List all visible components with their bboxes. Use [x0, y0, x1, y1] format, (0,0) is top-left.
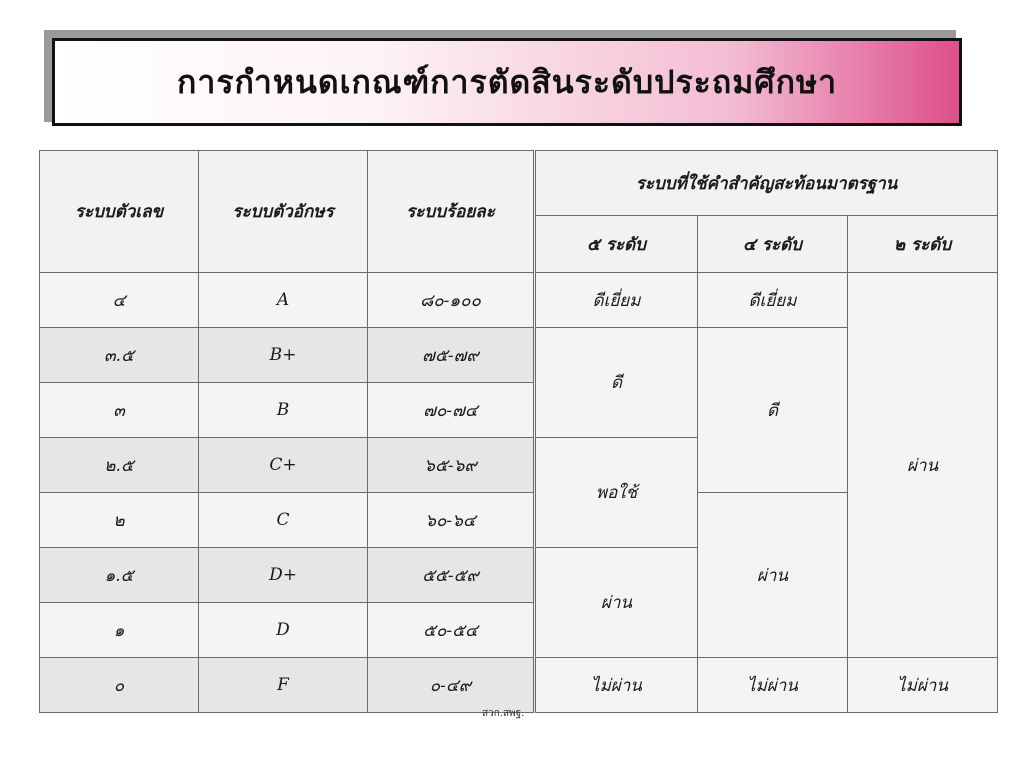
number-cell: ๔: [40, 273, 199, 328]
letter-cell: D: [199, 603, 368, 658]
table-row: [40, 273, 998, 328]
letter-cell: F: [199, 658, 368, 713]
header-four-levels: ๔ ระดับ: [698, 216, 848, 273]
four-level-cell: ดี: [698, 328, 848, 493]
number-cell: ๐: [40, 658, 199, 713]
percent-cell: ๗๐-๗๔: [368, 383, 535, 438]
five-level-cell: ไม่ผ่าน: [535, 658, 698, 713]
number-cell: ๑.๕: [40, 548, 199, 603]
header-percent-system: ระบบร้อยละ: [368, 151, 535, 273]
grading-criteria-table: [39, 150, 998, 713]
percent-cell: ๘๐-๑๐๐: [368, 273, 535, 328]
footer-source-note: สวก.สพฐ.: [482, 708, 525, 719]
letter-cell: B: [199, 383, 368, 438]
two-level-cell: ไม่ผ่าน: [848, 658, 998, 713]
letter-cell: A: [199, 273, 368, 328]
header-five-levels: ๕ ระดับ: [535, 216, 698, 273]
five-level-cell: ดีเยี่ยม: [535, 273, 698, 328]
number-cell: ๒.๕: [40, 438, 199, 493]
number-cell: ๒: [40, 493, 199, 548]
percent-cell: ๖๕-๖๙: [368, 438, 535, 493]
four-level-cell: ไม่ผ่าน: [698, 658, 848, 713]
number-cell: ๑: [40, 603, 199, 658]
header-letter-system: ระบบตัวอักษร: [199, 151, 368, 273]
four-level-cell: ดีเยี่ยม: [698, 273, 848, 328]
five-level-cell: ดี: [535, 328, 698, 438]
letter-cell: C: [199, 493, 368, 548]
header-descriptive-system: ระบบที่ใช้คำสำคัญสะท้อนมาตรฐาน: [535, 151, 998, 216]
number-cell: ๓.๕: [40, 328, 199, 383]
number-cell: ๓: [40, 383, 199, 438]
letter-cell: B+: [199, 328, 368, 383]
percent-cell: ๗๕-๗๙: [368, 328, 535, 383]
four-level-cell: ผ่าน: [698, 493, 848, 658]
slide-title: การกำหนดเกณฑ์การตัดสินระดับประถมศึกษา: [176, 62, 838, 101]
table-row: [40, 658, 998, 713]
header-two-levels: ๒ ระดับ: [848, 216, 998, 273]
letter-cell: C+: [199, 438, 368, 493]
percent-cell: ๕๐-๕๔: [368, 603, 535, 658]
title-banner: [52, 38, 962, 126]
letter-cell: D+: [199, 548, 368, 603]
header-number-system: ระบบตัวเลข: [40, 151, 199, 273]
percent-cell: ๕๕-๕๙: [368, 548, 535, 603]
percent-cell: ๐-๔๙: [368, 658, 535, 713]
two-level-cell: ผ่าน: [848, 273, 998, 658]
five-level-cell: ผ่าน: [535, 548, 698, 658]
percent-cell: ๖๐-๖๔: [368, 493, 535, 548]
five-level-cell: พอใช้: [535, 438, 698, 548]
